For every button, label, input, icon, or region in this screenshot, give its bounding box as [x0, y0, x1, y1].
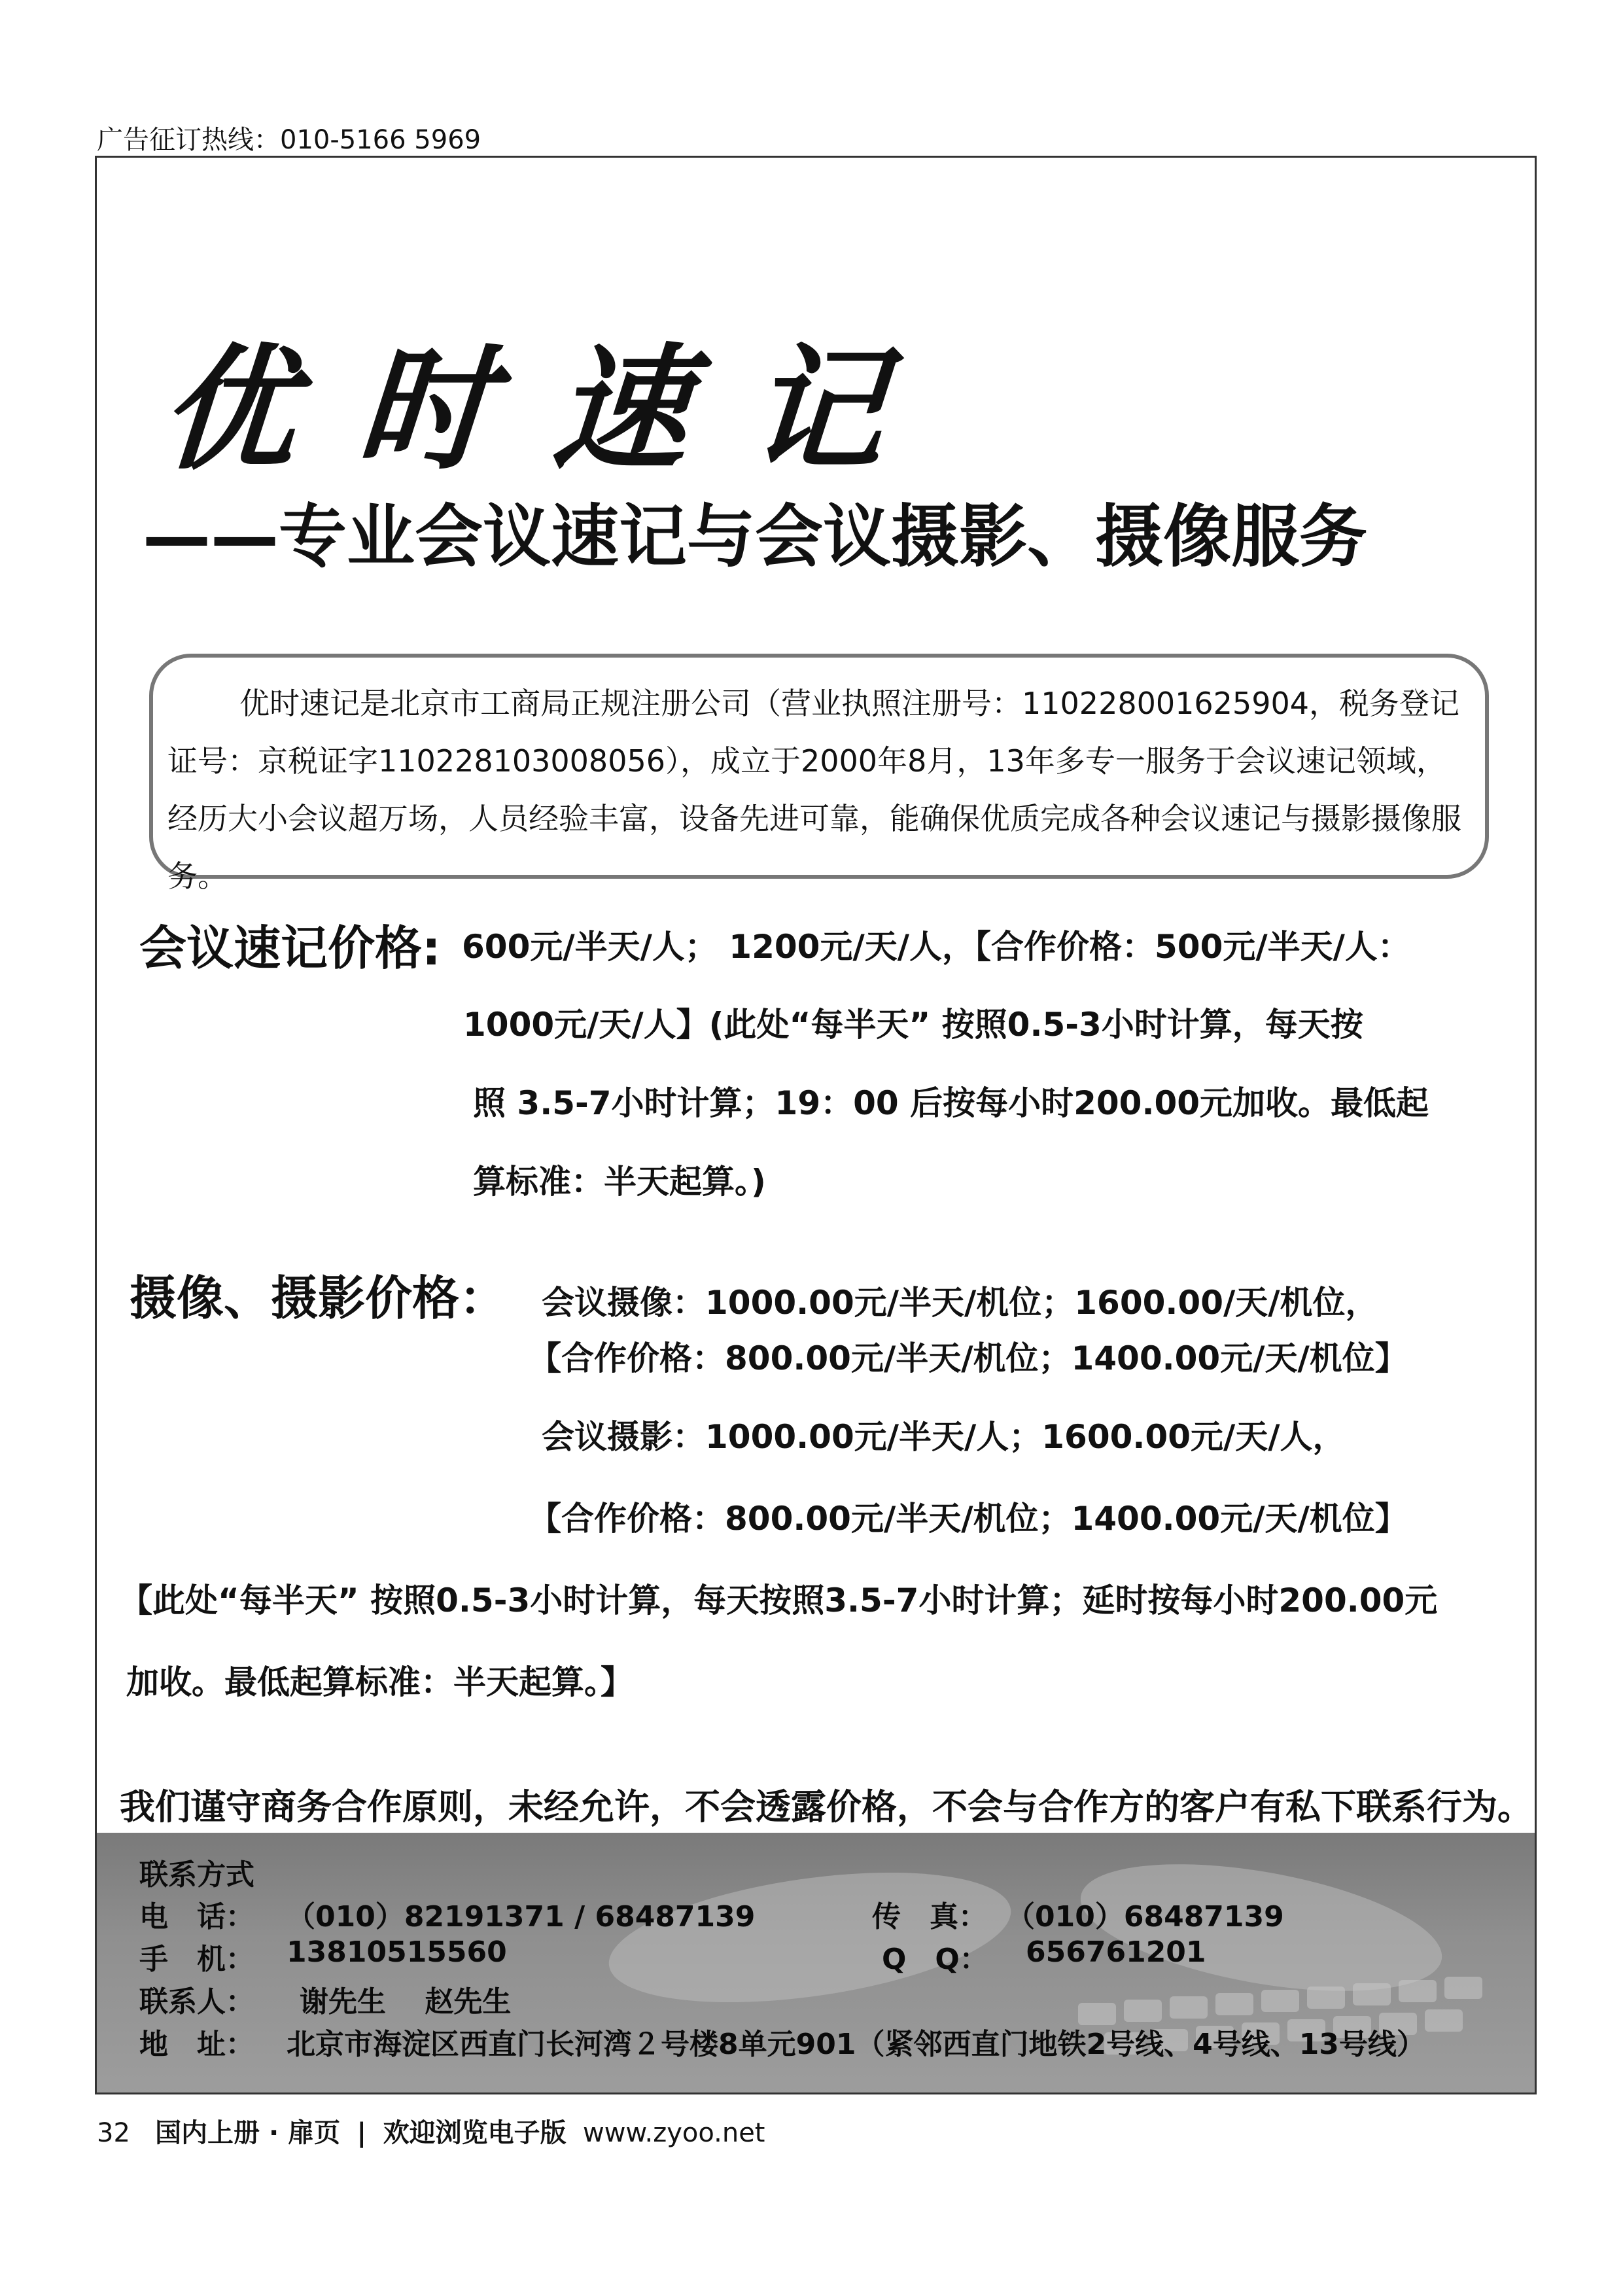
- photo-video-price-line: 【合作价格：800.00元/半天/机位；1400.00元/天/机位】: [529, 1500, 1408, 1538]
- stenography-price-line: 照 3.5-7小时计算；19：00 后按每小时200.00元加收。最低起: [473, 1084, 1429, 1122]
- keyboard-key-shape: [1399, 1980, 1437, 2002]
- keyboard-key-shape: [1353, 1983, 1391, 2005]
- contact-phone-label: 电 话：: [139, 1900, 254, 1934]
- keyboard-key-shape: [1425, 2009, 1463, 2032]
- pricing-note-line: 加收。最低起算标准：半天起算。】: [126, 1663, 633, 1701]
- keyboard-key-shape: [1444, 1977, 1482, 1999]
- stenography-price-label: 会议速记价格:: [139, 921, 441, 976]
- keyboard-key-shape: [1124, 2000, 1162, 2022]
- contact-fax-value: （010）68487139: [1006, 1900, 1284, 1934]
- contact-person-label: 联系人：: [139, 1985, 254, 2019]
- contact-panel: [97, 1833, 1537, 2094]
- ad-hotline: 广告征订热线：010-5166 5969: [97, 125, 481, 155]
- keyboard-key-shape: [1170, 1996, 1208, 2019]
- contact-mobile-label: 手 机：: [139, 1943, 254, 1976]
- company-intro-box: [149, 654, 1489, 894]
- contact-address-label: 地 址：: [139, 2028, 254, 2061]
- contact-qq-label: Q Q：: [882, 1943, 988, 1976]
- page-footer: [97, 2112, 765, 2149]
- footer-separator: |: [357, 2118, 367, 2148]
- photo-video-price-line: 【合作价格：800.00元/半天/机位；1400.00元/天/机位】: [529, 1339, 1408, 1377]
- footer-url[interactable]: www.zyoo.net: [583, 2118, 765, 2148]
- company-intro-text: 优时速记是北京市工商局正规注册公司（营业执照注册号：110228001625904，税务登记证号：京税证字110228103008056），成立于2000年8月，13年多专一服务于会议速记领域，经历大小会议超万场，人员经验丰富，设备先进可靠，能确保优质完成各种会议速记与摄影摄像服务。: [167, 686, 1461, 894]
- keyboard-key-shape: [1307, 1987, 1345, 2009]
- brand-subtitle: ——专业会议速记与会议摄影、摄像服务: [143, 497, 1368, 576]
- contact-person-value: 谢先生 赵先生: [300, 1985, 512, 2019]
- contact-address-value: 北京市海淀区西直门长河湾２号楼8单元901（紧邻西直门地铁2号线、4号线、13号线）: [287, 2028, 1425, 2061]
- keyboard-key-shape: [1261, 1990, 1299, 2012]
- stenography-price-line: 1000元/天/人】(此处“每半天” 按照0.5-3小时计算，每天按: [463, 1006, 1363, 1044]
- photo-video-price-line: 会议摄影：1000.00元/半天/人；1600.00元/天/人，: [542, 1418, 1346, 1456]
- footer-section: 国内上册 · 扉页: [155, 2118, 341, 2148]
- contact-phone-value: （010）82191371 / 68487139: [287, 1900, 756, 1934]
- stenography-price-line: 600元/半天/人； 1200元/天/人，【合作价格：500元/半天/人：: [462, 928, 1410, 966]
- advertisement-frame: [95, 156, 1537, 2094]
- pricing-note-line: 【此处“每半天” 按照0.5-3小时计算，每天按照3.5-7小时计算；延时按每小时200.00元: [120, 1581, 1438, 1619]
- contact-fax-label: 传 真：: [872, 1900, 987, 1934]
- page-number: 32: [97, 2118, 130, 2148]
- business-commitment: 我们谨守商务合作原则，未经允许，不会透露价格，不会与合作方的客户有私下联系行为。: [120, 1786, 1533, 1828]
- contact-mobile-value: 13810515560: [287, 1935, 507, 1969]
- contact-qq-value: 656761201: [1026, 1935, 1206, 1969]
- photo-video-price-line: 会议摄像：1000.00元/半天/机位；1600.00/天/机位，: [542, 1284, 1378, 1322]
- photo-video-price-label: 摄像、摄影价格：: [130, 1271, 507, 1326]
- stenography-price-line: 算标准：半天起算。): [473, 1163, 766, 1201]
- footer-text: 欢迎浏览电子版: [383, 2118, 567, 2148]
- keyboard-key-shape: [1215, 1993, 1253, 2015]
- brand-title: 优时速记: [156, 331, 952, 488]
- contact-heading: 联系方式: [139, 1858, 254, 1892]
